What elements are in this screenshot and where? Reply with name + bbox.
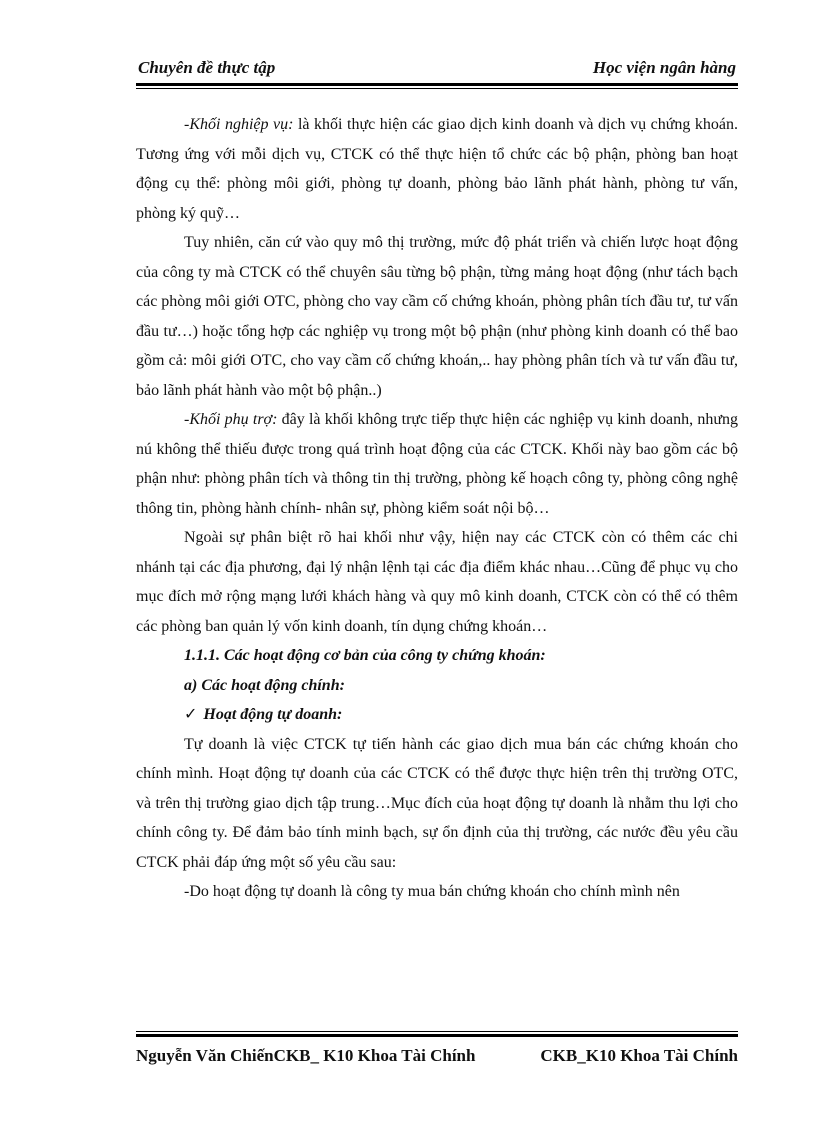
bullet-heading (136, 700, 738, 730)
section-heading: 1.1.1. Các hoạt động cơ bản của công ty chứng khoán: (184, 647, 546, 664)
header-left-title: Chuyên đề thực tập (138, 58, 276, 77)
document-body (136, 110, 738, 907)
paragraph-khoi-nghiep-vu (136, 110, 738, 228)
paragraph-tuy-nhien: Tuy nhiên, căn cứ vào quy mô thị trường, mức độ phát triển và chiến lược hoạt động của công ty mà CTCK có thể chuyên sâu từng bộ phận, từng mảng hoạt động (như tách bạch các phòng môi giới OTC, phòng cho vay cầm cố chứng khoán, phòng phân tích đầu tư, tư vấn đầu tư…) hoặc tổng hợp các nghiệp vụ trong một bộ phận (như phòng kinh doanh có thể bao gồm cả: môi giới OTC, cho vay cầm cố chứng khoán,.. hay phòng phân tích và tư vấn đầu tư, bảo lãnh phát hành vào một bộ phận..) (136, 234, 738, 399)
paragraph-khoi-phu-tro (136, 405, 738, 523)
footer-rule-thin (136, 1031, 738, 1032)
footer-rule-thick (136, 1034, 738, 1037)
footer-left-text: Nguyễn Văn ChiếnCKB_ K10 Khoa Tài Chính (136, 1046, 476, 1065)
paragraph-text: là khối thực hiện các giao dịch kinh doanh và dịch vụ chứng khoán. Tương ứng với mỗi dịch vụ, CTCK có thể thực hiện tổ chức các bộ phận, phòng ban hoạt động cụ thể: phòng môi giới, phòng tự doanh, phòng bảo lãnh phát hành, phòng tư vấn, phòng ký quỹ… (136, 116, 738, 222)
paragraph-tu-doanh: Tự doanh là việc CTCK tự tiến hành các giao dịch mua bán các chứng khoán cho chính mình. Hoạt động tự doanh của các CTCK có thể được thực hiện trên thị trường OTC, và trên thị trường giao dịch tập trung…Mục đích của hoạt động tự doanh là nhằm thu lợi cho chính công ty. Để đảm bảo tính minh bạch, sự ổn định của thị trường, các nước đều yêu cầu CTCK phải đáp ứng một số yêu cầu sau: (136, 735, 738, 871)
checkmark-icon: ✓ (184, 706, 198, 723)
footer-right-text: CKB_K10 Khoa Tài Chính (540, 1046, 738, 1065)
paragraph-ngoai-su-phan-biet: Ngoài sự phân biệt rõ hai khối như vậy, hiện nay các CTCK còn có thêm các chi nhánh tại các địa phương, đại lý nhận lệnh tại các địa điểm khác nhau…Cũng để phục vụ cho mục đích mở rộng mạng lưới khách hàng và quy mô kinh doanh, CTCK còn có thể có thêm các phòng ban quản lý vốn kinh doanh, tín dụng chứng khoán… (136, 529, 738, 635)
page-header (136, 56, 738, 82)
header-rule-thin (136, 88, 738, 89)
paragraph-text: đây là khối không trực tiếp thực hiện các nghiệp vụ kinh doanh, nhưng nú không thể thiếu được trong quá trình hoạt động của các CTCK. Khối này bao gồm các bộ phận như: phòng phân tích và thông tin thị trường, phòng kế hoạch công ty, phòng công nghệ thông tin, phòng hành chính- nhân sự, phòng kiểm soát nội bộ… (136, 411, 739, 517)
page-footer (136, 1046, 738, 1072)
paragraph-label: -Khối nghiệp vụ: (184, 116, 294, 133)
paragraph-label: -Khối phụ trợ: (184, 411, 278, 428)
bullet-heading-text: Hoạt động tự doanh: (203, 706, 343, 723)
header-right-title: Học viện ngân hàng (592, 58, 736, 77)
header-rule-thick (136, 83, 738, 86)
paragraph-do-hoat-dong: -Do hoạt động tự doanh là công ty mua bán chứng khoán cho chính mình nên (184, 883, 680, 900)
subsection-heading: a) Các hoạt động chính: (184, 676, 345, 694)
